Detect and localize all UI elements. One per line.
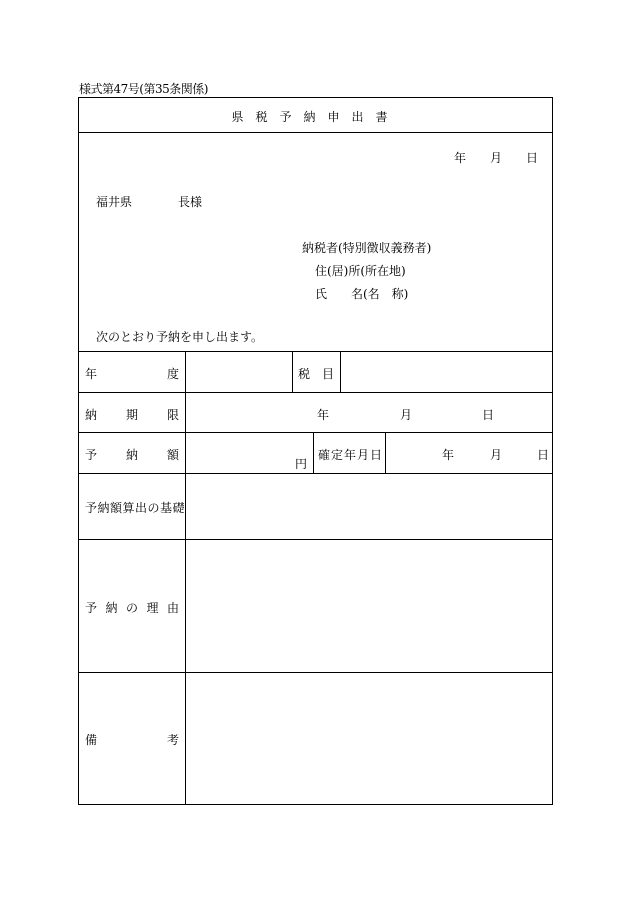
calculation-basis-row xyxy=(79,474,552,540)
due-date-label-2: 期 xyxy=(125,408,138,422)
fiscal-year-label-2: 度 xyxy=(166,367,179,381)
reason-label xyxy=(85,599,179,616)
yen-unit: 円 xyxy=(295,457,308,471)
remarks-row xyxy=(79,673,552,804)
addressee-prefecture: 福井県 xyxy=(96,195,133,209)
header-date-month: 月 xyxy=(490,151,503,165)
fiscal-year-row xyxy=(79,352,552,393)
fiscal-year-field[interactable] xyxy=(186,352,292,392)
tax-item-field[interactable] xyxy=(341,352,552,392)
due-date-label-3: 限 xyxy=(166,408,179,422)
due-date-month: 月 xyxy=(400,408,413,422)
prepayment-amount-label-1: 予 xyxy=(85,448,98,462)
prepayment-amount-field[interactable] xyxy=(186,433,313,473)
form-frame xyxy=(78,97,553,805)
applicant-address: 住(居)所(所在地) xyxy=(315,264,406,278)
tax-item-label-2: 目 xyxy=(321,367,334,381)
fiscal-year-label-1: 年 xyxy=(85,367,98,381)
reason-label-1: 予 xyxy=(85,601,98,615)
due-date-field[interactable] xyxy=(186,393,552,432)
remarks-label-1: 備 xyxy=(85,733,98,747)
confirmation-date-day: 日 xyxy=(537,448,550,462)
form-title: 県税予納申出書 xyxy=(231,110,400,124)
header-date-day: 日 xyxy=(526,151,539,165)
header-date-year: 年 xyxy=(454,151,467,165)
confirmation-date-year: 年 xyxy=(442,448,455,462)
addressee-suffix: 長様 xyxy=(178,195,203,209)
remarks-field[interactable] xyxy=(186,673,552,804)
tax-item-label-1: 税 xyxy=(298,367,311,381)
confirmation-date-label: 確定年月日 xyxy=(318,448,384,462)
due-date-row xyxy=(79,393,552,433)
header-block xyxy=(79,133,552,352)
fiscal-year-label xyxy=(85,365,179,382)
applicant-taxpayer: 納税者(特別徴収義務者) xyxy=(302,241,432,255)
remarks-label xyxy=(85,731,179,748)
reason-label-4: 理 xyxy=(146,601,159,615)
due-date-label-1: 納 xyxy=(85,408,98,422)
prepayment-amount-row xyxy=(79,433,552,474)
reason-label-5: 由 xyxy=(166,601,179,615)
confirmation-date-month: 月 xyxy=(490,448,503,462)
form-number: 様式第47号(第35条関係) xyxy=(79,82,208,96)
prepayment-amount-label-2: 納 xyxy=(125,448,138,462)
calculation-basis-field[interactable] xyxy=(186,474,552,539)
applicant-name-2: 名(名 称) xyxy=(351,287,409,301)
due-date-day: 日 xyxy=(482,408,495,422)
reason-label-3: の xyxy=(125,601,138,615)
due-date-year: 年 xyxy=(317,408,330,422)
reason-row xyxy=(79,540,552,673)
remarks-label-2: 考 xyxy=(166,733,179,747)
tax-item-label xyxy=(298,365,334,382)
calculation-basis-label: 予納額算出の基礎 xyxy=(85,501,186,515)
reason-field[interactable] xyxy=(186,540,552,672)
applicant-name-1: 氏 xyxy=(315,287,328,301)
title-row xyxy=(79,98,552,133)
statement: 次のとおり予納を申し出ます。 xyxy=(96,330,264,344)
due-date-label xyxy=(85,406,179,423)
confirmation-date-field[interactable] xyxy=(386,433,552,473)
reason-label-2: 納 xyxy=(105,601,118,615)
prepayment-amount-label xyxy=(85,446,179,463)
prepayment-amount-label-3: 額 xyxy=(166,448,179,462)
